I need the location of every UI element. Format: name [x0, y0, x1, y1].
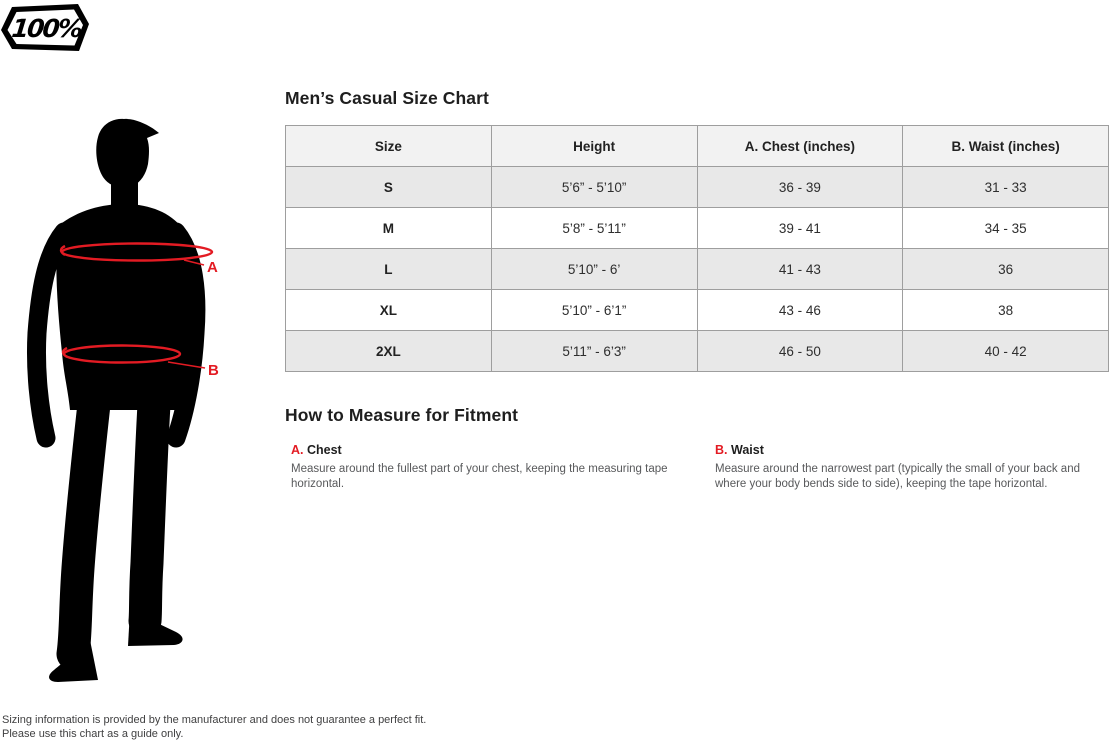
- cell-waist: 36: [903, 249, 1109, 290]
- table-row: [286, 167, 1109, 208]
- table-header-row: [286, 126, 1109, 167]
- waist-label-b: B: [208, 362, 219, 379]
- measure-item-chest: [291, 443, 715, 492]
- male-silhouette: [36, 119, 195, 682]
- cell-height: 5’10” - 6’1”: [491, 290, 697, 331]
- cell-waist: 40 - 42: [903, 331, 1109, 372]
- cell-size: XL: [286, 290, 492, 331]
- brand-100-percent-logo: [0, 3, 90, 53]
- cell-chest: 36 - 39: [697, 167, 903, 208]
- column-header-height: Height: [491, 126, 697, 167]
- page-title: Men’s Casual Size Chart: [285, 88, 489, 108]
- table-row: [286, 290, 1109, 331]
- cell-height: 5’6” - 5’10”: [491, 167, 697, 208]
- measure-waist-letter: B.: [715, 443, 728, 457]
- size-chart-table: [285, 125, 1109, 372]
- chest-label-a: A: [207, 259, 218, 276]
- table-row: [286, 208, 1109, 249]
- table-row: [286, 249, 1109, 290]
- main-content: [285, 88, 1109, 492]
- cell-height: 5’8” - 5’11”: [491, 208, 697, 249]
- measure-item-waist: [715, 443, 1109, 492]
- cell-height: 5’11” - 6’3”: [491, 331, 697, 372]
- cell-chest: 46 - 50: [697, 331, 903, 372]
- measure-section-title: How to Measure for Fitment: [285, 405, 519, 425]
- measure-chest-letter: A.: [291, 443, 304, 457]
- measure-chest-description: Measure around the fullest part of your chest, keeping the measuring tape horizontal.: [291, 463, 668, 490]
- measure-instructions: [285, 443, 1109, 492]
- cell-size: S: [286, 167, 492, 208]
- column-header-waist: B. Waist (inches): [903, 126, 1109, 167]
- sizing-disclaimer: [2, 713, 426, 741]
- male-silhouette-figure: [18, 118, 248, 688]
- cell-waist: 38: [903, 290, 1109, 331]
- measure-waist-name: Waist: [730, 443, 764, 457]
- logo-text: 100%: [10, 14, 83, 43]
- cell-chest: 43 - 46: [697, 290, 903, 331]
- measure-chest-heading: [291, 443, 715, 457]
- column-header-chest: A. Chest (inches): [697, 126, 903, 167]
- cell-waist: 31 - 33: [903, 167, 1109, 208]
- cell-chest: 41 - 43: [697, 249, 903, 290]
- cell-size: M: [286, 208, 492, 249]
- column-header-size: Size: [286, 126, 492, 167]
- cell-height: 5’10” - 6’: [491, 249, 697, 290]
- cell-size: L: [286, 249, 492, 290]
- cell-chest: 39 - 41: [697, 208, 903, 249]
- cell-size: 2XL: [286, 331, 492, 372]
- disclaimer-line-2: Please use this chart as a guide only.: [2, 728, 184, 740]
- table-row: [286, 331, 1109, 372]
- measure-chest-name: Chest: [306, 443, 342, 457]
- measure-waist-heading: [715, 443, 1109, 457]
- cell-waist: 34 - 35: [903, 208, 1109, 249]
- disclaimer-line-1: Sizing information is provided by the manufacturer and does not guarantee a perfect fit.: [2, 714, 427, 726]
- measure-waist-description: Measure around the narrowest part (typically the small of your back and where your body bends side to side), keeping the tape horizontal.: [715, 463, 1080, 490]
